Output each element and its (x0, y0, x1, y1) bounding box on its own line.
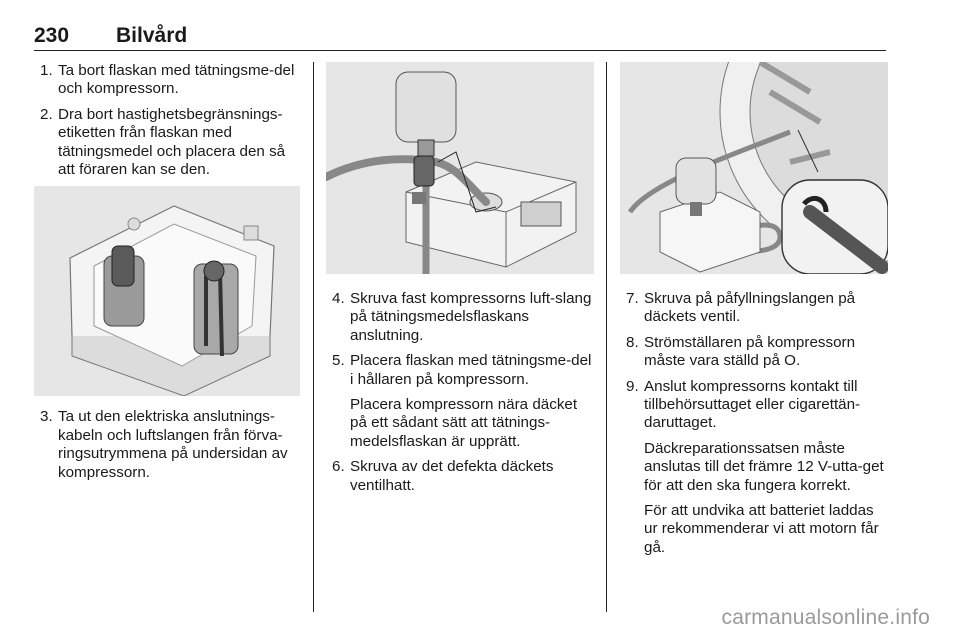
step-text: Ta ut den elektriska anslutnings-kabeln och luftslangen från förva-ringsutrymmena på undersidan av kompressorn. (58, 408, 288, 481)
step-7 (620, 290, 888, 327)
step-note: Placera kompressorn nära däcket på ett sådant sätt att tätnings-medelsflaskan är upprätt. (350, 396, 578, 450)
step-text: Skruva fast kompressorns luft-slang på tätningsmedelsflaskans anslutning. (350, 290, 592, 344)
step-text: Placera flaskan med tätningsme-del i hållaren på kompressorn. (350, 352, 592, 388)
step-text: Ta bort flaskan med tätningsme-del och kompressorn. (58, 62, 295, 98)
step-note: Däckreparationssatsen måste anslutas till det främre 12 V-utta-get för att den ska fungera korrekt. (644, 439, 884, 494)
step-number: 5. (332, 352, 345, 370)
step-note: För att undvika att batteriet laddas ur rekommenderar vi att motorn får gå. (644, 502, 879, 556)
tyre-valve-illustration (620, 62, 888, 274)
column-1 (34, 62, 300, 489)
column-3 (620, 62, 888, 564)
step-text: Strömställaren på kompressorn måste vara ställd på O. (644, 333, 856, 370)
step-2 (34, 106, 300, 180)
step-5 (326, 352, 594, 451)
step-number: 7. (626, 290, 639, 307)
column-divider (313, 62, 314, 612)
step-1 (34, 62, 300, 99)
step-number: 6. (332, 458, 345, 476)
step-4 (326, 290, 594, 345)
page-number: 230 (34, 24, 70, 47)
step-number: 4. (332, 290, 345, 307)
step-8 (620, 334, 888, 371)
column-2 (326, 62, 594, 502)
step-9 (620, 378, 888, 558)
column-divider (606, 62, 607, 612)
step-text: Dra bort hastighetsbegränsnings-etiketten från flaskan med tätningsmedel och placera den så att föraren kan se den. (58, 105, 286, 179)
step-text: Skruva på påfyllningslangen på däckets ventil. (644, 290, 856, 326)
step-number: 9. (626, 377, 639, 395)
step-number: 1. (40, 62, 53, 79)
step-number: 8. (626, 333, 639, 351)
step-6 (326, 458, 594, 495)
section-title: Bilvård (116, 24, 188, 47)
step-text: Anslut kompressorns kontakt till tillbehörsuttaget eller cigarettän-daruttaget. (644, 377, 861, 432)
bottle-hose-illustration (326, 62, 594, 274)
step-number: 3. (40, 408, 53, 426)
step-3 (34, 408, 300, 482)
page-header (34, 24, 886, 51)
step-number: 2. (40, 105, 53, 123)
watermark: carmanualsonline.info (721, 606, 930, 629)
step-text: Skruva av det defekta däckets ventilhatt. (350, 458, 554, 494)
compressor-kit-illustration (34, 186, 300, 396)
